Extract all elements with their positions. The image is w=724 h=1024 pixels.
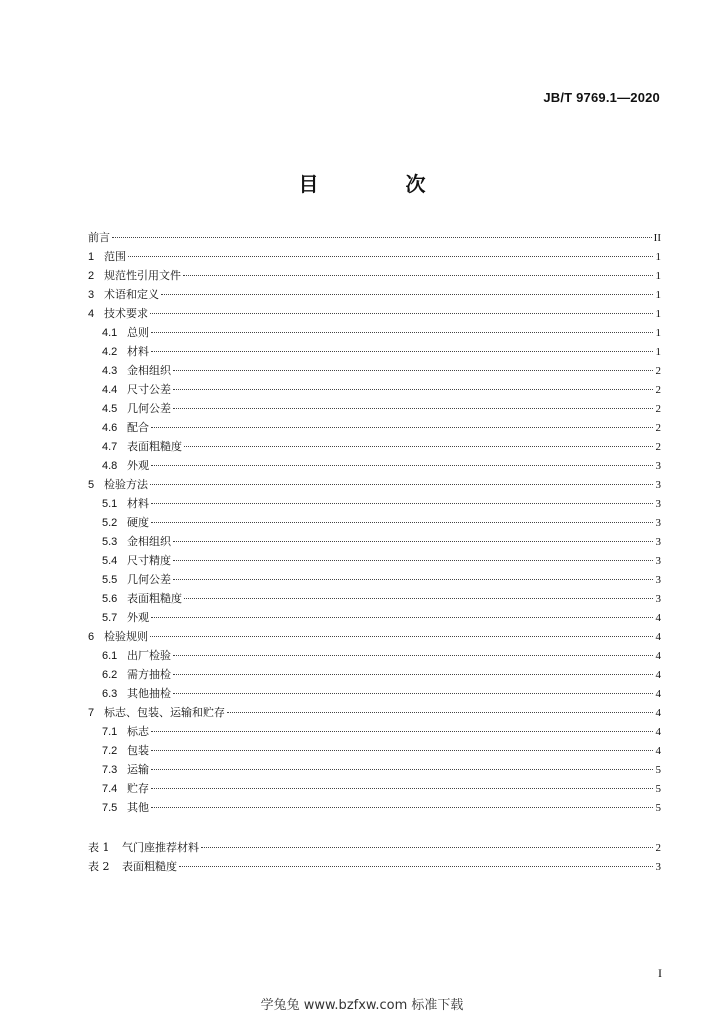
toc-entry-label: 检验方法: [104, 478, 148, 491]
toc-entry-label: 几何公差: [127, 573, 171, 586]
toc-entry-label: 外观: [127, 459, 149, 472]
toc-entry[interactable]: [88, 627, 661, 646]
toc-entry[interactable]: [88, 703, 661, 722]
page-number: I: [658, 966, 662, 980]
toc-entry[interactable]: [88, 304, 661, 323]
toc-entry-number: 4.1: [102, 327, 118, 339]
toc-entry-number: 7: [88, 707, 95, 719]
toc-entry[interactable]: [88, 437, 661, 456]
toc-entry-page: 4: [655, 612, 661, 624]
watermark: 学兔兔 www.bzfxw.com 标准下载: [260, 998, 464, 1013]
toc-entry-page: 3: [655, 861, 661, 873]
toc-entry-number: 6.3: [102, 688, 118, 700]
toc-entry-label: 金相组织: [127, 364, 171, 377]
dot-leader: [183, 275, 653, 276]
toc-entry-page: 4: [655, 631, 661, 643]
toc-entry-page: 2: [655, 365, 661, 377]
dot-leader: [151, 750, 653, 751]
toc-entry-number: 4.5: [102, 403, 118, 415]
toc-entry[interactable]: [88, 380, 661, 399]
toc-entry-number: 7.4: [102, 783, 118, 795]
dot-leader: [151, 427, 653, 428]
toc-entry-label: 总则: [127, 326, 149, 339]
toc-entry-number: 7.3: [102, 764, 118, 776]
toc-entry-label: 标志、包装、运输和贮存: [104, 706, 225, 719]
dot-leader: [151, 617, 653, 618]
toc-entry-label: 规范性引用文件: [104, 269, 181, 282]
toc-entry-number: 7.2: [102, 745, 118, 757]
toc-entry-page: 1: [655, 308, 661, 320]
dot-leader: [184, 598, 653, 599]
toc-entry-label: 包装: [127, 744, 149, 757]
toc-entry-page: 3: [655, 498, 661, 510]
toc-entry-page: 4: [655, 726, 661, 738]
dot-leader: [173, 389, 653, 390]
toc-entry-page: 4: [655, 688, 661, 700]
toc-entry-label: 其他: [127, 801, 149, 814]
toc-entry-page: 2: [655, 384, 661, 396]
toc-entry[interactable]: [88, 684, 661, 703]
toc-entry-number: 6.1: [102, 650, 118, 662]
toc-entry-label: 气门座推荐材料: [122, 841, 199, 854]
dot-leader: [151, 503, 653, 504]
toc-entry-number: 5.2: [102, 517, 118, 529]
toc-entry-label: 金相组织: [127, 535, 171, 548]
toc-entry-label: 标志: [127, 725, 149, 738]
toc-entry-label: 尺寸公差: [127, 383, 171, 396]
toc-entry[interactable]: [88, 228, 661, 247]
toc-entry-label: 表面粗糙度: [127, 440, 182, 453]
toc-entry-page: 2: [655, 422, 661, 434]
toc-entry-label: 前言: [88, 231, 110, 244]
toc-entry-number: 5.5: [102, 574, 118, 586]
toc-entry-page: 1: [655, 327, 661, 339]
toc-entry-page: 3: [655, 517, 661, 529]
toc-entry-label: 配合: [127, 421, 149, 434]
toc-entry[interactable]: [88, 418, 661, 437]
toc-entry-page: 4: [655, 745, 661, 757]
toc-entry-label: 外观: [127, 611, 149, 624]
toc-entry-label: 几何公差: [127, 402, 171, 415]
toc-entry-page: 5: [655, 764, 661, 776]
toc-entry-page: 5: [655, 783, 661, 795]
toc-entry-page: 4: [655, 707, 661, 719]
toc-entry-number: 4.7: [102, 441, 118, 453]
dot-leader: [151, 769, 653, 770]
dot-leader: [151, 807, 653, 808]
toc-entry-label: 其他抽检: [127, 687, 171, 700]
toc-entry[interactable]: [88, 475, 661, 494]
toc-entry[interactable]: [88, 741, 661, 760]
toc-entry[interactable]: [88, 266, 661, 285]
toc-entry[interactable]: [88, 323, 661, 342]
toc-entry-number: 5.7: [102, 612, 118, 624]
dot-leader: [151, 731, 653, 732]
toc-entry-page: 3: [655, 574, 661, 586]
dot-leader: [173, 560, 653, 561]
toc-table-entry[interactable]: [88, 857, 661, 876]
dot-leader: [150, 313, 653, 314]
toc-entry[interactable]: [88, 247, 661, 266]
toc-entry[interactable]: [88, 608, 661, 627]
dot-leader: [150, 636, 653, 637]
toc-entry-page: 1: [655, 346, 661, 358]
document-code: JB/T 9769.1—2020: [543, 90, 660, 105]
toc-title: 目 次: [298, 172, 466, 196]
toc-entry-page: 3: [655, 479, 661, 491]
toc-entry[interactable]: [88, 798, 661, 817]
dot-leader: [184, 446, 653, 447]
toc-main-list: [88, 228, 661, 817]
toc-entry-page: 2: [655, 842, 661, 854]
toc-entry[interactable]: [88, 589, 661, 608]
toc-entry-label: 贮存: [127, 782, 149, 795]
toc-entry[interactable]: [88, 646, 661, 665]
dot-leader: [151, 332, 653, 333]
toc-entry-number: 表 2: [88, 860, 110, 873]
toc-tables-list: [88, 838, 661, 876]
toc-entry-label: 技术要求: [104, 307, 148, 320]
toc-entry[interactable]: [88, 513, 661, 532]
dot-leader: [173, 693, 653, 694]
toc-entry-page: 2: [655, 441, 661, 453]
toc-entry[interactable]: [88, 722, 661, 741]
toc-entry-label: 范围: [104, 250, 126, 263]
toc-entry-label: 表面粗糙度: [127, 592, 182, 605]
toc-entry[interactable]: [88, 342, 661, 361]
toc-entry-page: 1: [655, 270, 661, 282]
dot-leader: [173, 541, 653, 542]
toc-entry[interactable]: [88, 665, 661, 684]
toc-entry[interactable]: [88, 456, 661, 475]
toc-entry[interactable]: [88, 494, 661, 513]
dot-leader: [201, 847, 653, 848]
dot-leader: [173, 370, 653, 371]
toc-entry-number: 5.6: [102, 593, 118, 605]
dot-leader: [128, 256, 653, 257]
toc-entry-label: 材料: [127, 345, 149, 358]
toc-entry-label: 术语和定义: [104, 288, 159, 301]
dot-leader: [161, 294, 653, 295]
dot-leader: [112, 237, 652, 238]
toc-entry[interactable]: [88, 361, 661, 380]
toc-entry[interactable]: [88, 570, 661, 589]
toc-entry-number: 4.2: [102, 346, 118, 358]
toc-entry-number: 5.3: [102, 536, 118, 548]
toc-entry[interactable]: [88, 551, 661, 570]
dot-leader: [173, 674, 653, 675]
dot-leader: [151, 522, 653, 523]
toc-entry-number: 7.1: [102, 726, 118, 738]
toc-entry[interactable]: [88, 285, 661, 304]
toc-entry[interactable]: [88, 532, 661, 551]
toc-entry-label: 硬度: [127, 516, 149, 529]
dot-leader: [150, 484, 653, 485]
toc-entry-number: 4.3: [102, 365, 118, 377]
toc-entry-number: 2: [88, 270, 95, 282]
toc-entry-number: 表 1: [88, 841, 110, 854]
toc-entry-page: 3: [655, 460, 661, 472]
toc-entry-page: 1: [655, 251, 661, 263]
toc-entry-page: 3: [655, 593, 661, 605]
toc-entry-label: 需方抽检: [127, 668, 171, 681]
toc-entry-number: 7.5: [102, 802, 118, 814]
toc-entry-page: 1: [655, 289, 661, 301]
toc-entry-number: 5.4: [102, 555, 118, 567]
toc-entry-label: 出厂检验: [127, 649, 171, 662]
toc-entry-label: 检验规则: [104, 630, 148, 643]
toc-entry-number: 5.1: [102, 498, 118, 510]
toc-entry-page: 2: [655, 403, 661, 415]
toc-entry-page: II: [653, 232, 661, 244]
toc-entry-number: 3: [88, 289, 95, 301]
dot-leader: [151, 788, 653, 789]
dot-leader: [173, 408, 653, 409]
toc-entry-number: 6: [88, 631, 95, 643]
toc-entry[interactable]: [88, 779, 661, 798]
dot-leader: [173, 579, 653, 580]
toc-entry-number: 6.2: [102, 669, 118, 681]
toc-entry[interactable]: [88, 760, 661, 779]
toc-entry-label: 材料: [127, 497, 149, 510]
toc-entry-number: 4.8: [102, 460, 118, 472]
toc-entry-number: 4: [88, 308, 95, 320]
dot-leader: [151, 465, 653, 466]
toc-entry-label: 尺寸精度: [127, 554, 171, 567]
toc-entry-page: 3: [655, 536, 661, 548]
dot-leader: [227, 712, 653, 713]
toc-entry-number: 1: [88, 251, 95, 263]
toc-entry-label: 表面粗糙度: [122, 860, 177, 873]
toc-entry-page: 4: [655, 650, 661, 662]
toc-entry-label: 运输: [127, 763, 149, 776]
dot-leader: [173, 655, 653, 656]
toc-entry-number: 4.6: [102, 422, 118, 434]
toc-entry-number: 4.4: [102, 384, 118, 396]
toc-entry-number: 5: [88, 479, 95, 491]
toc-entry-page: 5: [655, 802, 661, 814]
toc-entry-page: 4: [655, 669, 661, 681]
toc-entry-page: 3: [655, 555, 661, 567]
toc-table-entry[interactable]: [88, 838, 661, 857]
dot-leader: [179, 866, 653, 867]
toc-entry[interactable]: [88, 399, 661, 418]
dot-leader: [151, 351, 653, 352]
